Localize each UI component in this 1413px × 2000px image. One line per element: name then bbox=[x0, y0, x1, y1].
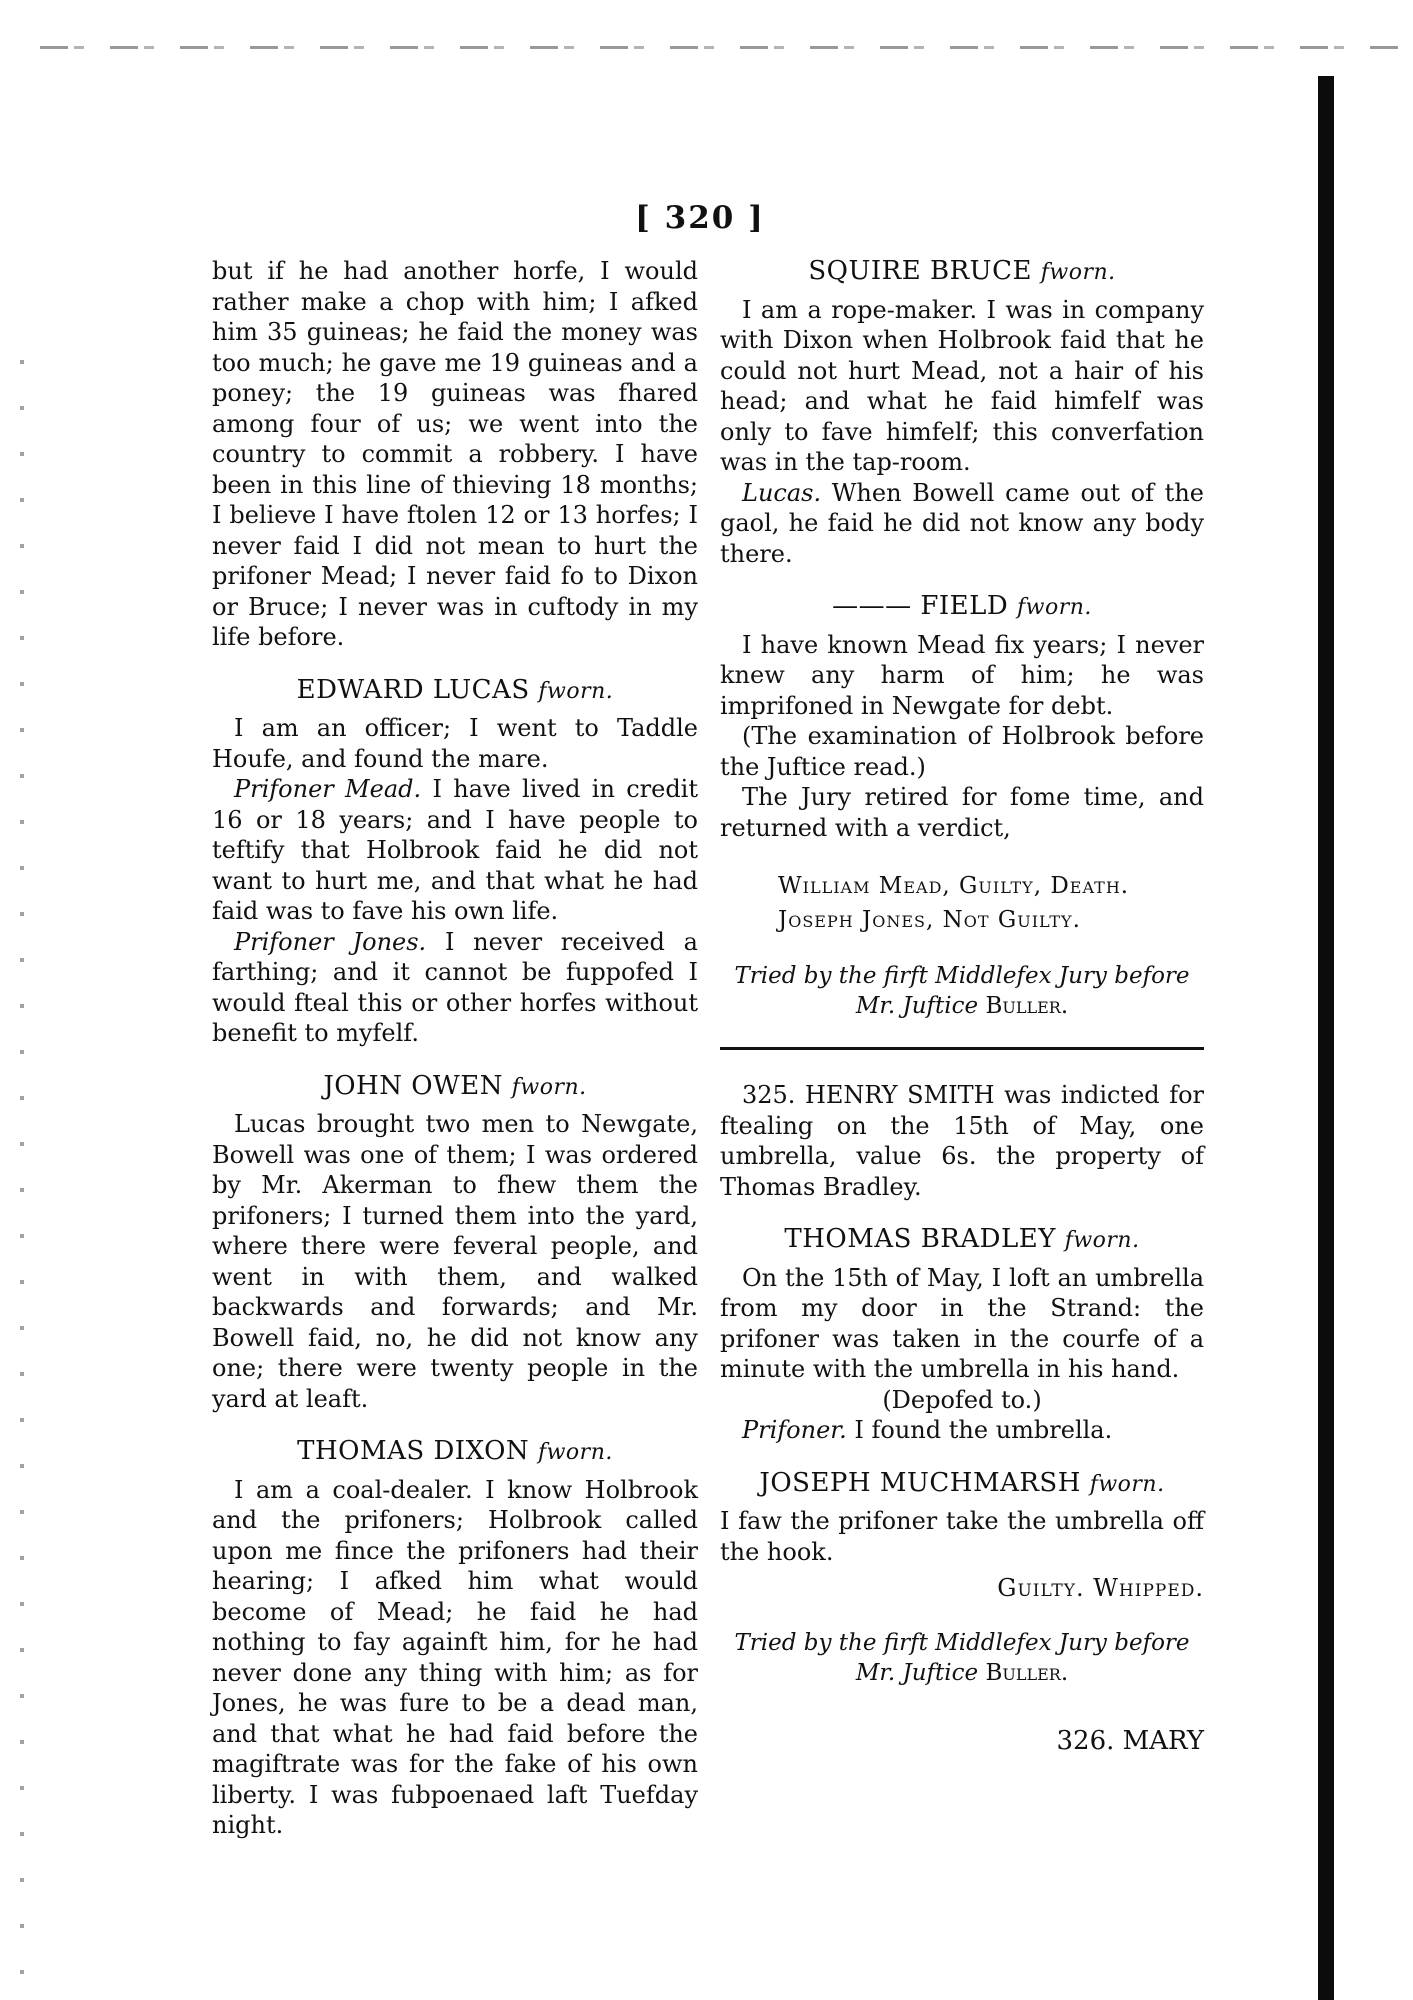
right-column bbox=[720, 256, 1204, 1756]
witness-heading-owen: JOHN OWEN fworn. bbox=[323, 1070, 587, 1101]
case-325-indictment: 325. HENRY SMITH was indicted for ftealing on the 15th of May, one umbrella, value 6s. the property of Thomas Bradley. bbox=[720, 1081, 1204, 1201]
witness-heading-lucas: EDWARD LUCAS fworn. bbox=[296, 674, 614, 705]
bruce-testimony: I am a rope-maker. I was in company with Dixon when Holbrook faid that he could not hurt Mead, not a hair of his head; and what he faid himfelf was only to fave himfelf; this converfation was in the tap-room. bbox=[720, 295, 1204, 476]
jones-statement: Prifoner Jones. I never received a farthing; and it cannot be fuppofed I would fteal this or other horfes without benefit to myfelf. bbox=[212, 927, 698, 1047]
tried-by-note-1: Tried by the firft Middlefex Jury before Mr. Juftice Buller. bbox=[734, 963, 1190, 1019]
mead-statement: Prifoner Mead. I have lived in credit 16 or 18 years; and I have people to teftify that Holbrook faid he did not want to hurt me, and that what he had faid was to fave his own life. bbox=[212, 775, 699, 925]
verdict-block bbox=[778, 869, 1204, 937]
lucas-testimony: I am an officer; I went to Taddle Houfe, and found the mare. bbox=[212, 714, 698, 773]
catchword: 326. MARY bbox=[1056, 1725, 1204, 1756]
scan-edge-left bbox=[20, 360, 24, 1980]
field-testimony: I have known Mead fix years; I never knew any harm of him; he was imprifoned in Newgate for debt. bbox=[720, 630, 1204, 720]
examination-note: (The examination of Holbrook before the Juftice read.) bbox=[720, 722, 1204, 781]
witness-heading-dixon: THOMAS DIXON fworn. bbox=[297, 1436, 613, 1466]
prisoner-statement: Prifoner. I found the umbrella. bbox=[742, 1416, 1113, 1444]
witness-heading-field: ——— FIELD fworn. bbox=[832, 591, 1092, 621]
verdict-mead: William Mead, Guilty, Death. bbox=[778, 873, 1130, 899]
scan-edge-right bbox=[1318, 76, 1334, 2000]
page-number: [ 320 ] bbox=[635, 200, 765, 236]
jury-note: The Jury retired for fome time, and returned with a verdict, bbox=[720, 783, 1204, 842]
case-divider-rule bbox=[720, 1047, 1204, 1050]
deposed-note: (Depofed to.) bbox=[882, 1385, 1042, 1414]
scan-edge-top bbox=[40, 46, 1400, 49]
dixon-testimony: I am a coal-dealer. I know Holbrook and the prifoners; Holbrook called upon me fince the prifoners had their hearing; I afked him what would become of Mead; he faid he had nothing to fay againft him, for he had never done any thing with him; as for Jones, he was fure to be a dead man, and that what he had faid before the magiftrate was for the fake of his own liberty. I was fubpoenaed laft Tuefday night. bbox=[212, 1475, 698, 1839]
owen-testimony: Lucas brought two men to Newgate, Bowell was one of them; I was ordered by Mr. Akerman to fhew them the prifoners; I turned them into the yard, where there were feveral people, and went in with them, and walked backwards and forwards; and Mr. Bowell faid, no, he did not know any one; there were twenty people in the yard at leaft. bbox=[212, 1110, 698, 1413]
witness-heading-bruce: SQUIRE BRUCE fworn. bbox=[808, 256, 1116, 286]
tried-by-note-2: Tried by the firft Middlefex Jury before Mr. Juftice Buller. bbox=[734, 1629, 1190, 1686]
holbrook-testimony-continued: but if he had another horfe, I would rather make a chop with him; I afked him 35 guineas; he faid the money was too much; he gave me 19 guineas and a poney; the 19 guineas was fhared among four of us; we went into the country to commit a robbery. I have been in this line of thieving 18 months; I believe I have ftolen 12 or 13 horfes; I never faid I did not mean to hurt the prifoner Mead; I never faid fo to Dixon or Bruce; I never was in cuftody in my life before. bbox=[212, 257, 698, 651]
verdict-jones: Joseph Jones, Not Guilty. bbox=[778, 907, 1081, 933]
left-column bbox=[212, 256, 698, 1841]
muchmarsh-testimony: I faw the prifoner take the umbrella off the hook. bbox=[720, 1507, 1204, 1566]
witness-heading-muchmarsh: JOSEPH MUCHMARSH fworn. bbox=[759, 1467, 1165, 1498]
lucas-recall: Lucas. When Bowell came out of the gaol, he faid he did not know any body there. bbox=[720, 478, 1204, 568]
witness-heading-bradley: THOMAS BRADLEY fworn. bbox=[784, 1224, 1140, 1254]
verdict-smith: Guilty. Whipped. bbox=[997, 1574, 1204, 1602]
bradley-testimony: On the 15th of May, I loft an umbrella from my door in the Strand: the prifoner was taken in the courfe of a minute with the umbrella in his hand. bbox=[720, 1263, 1204, 1383]
